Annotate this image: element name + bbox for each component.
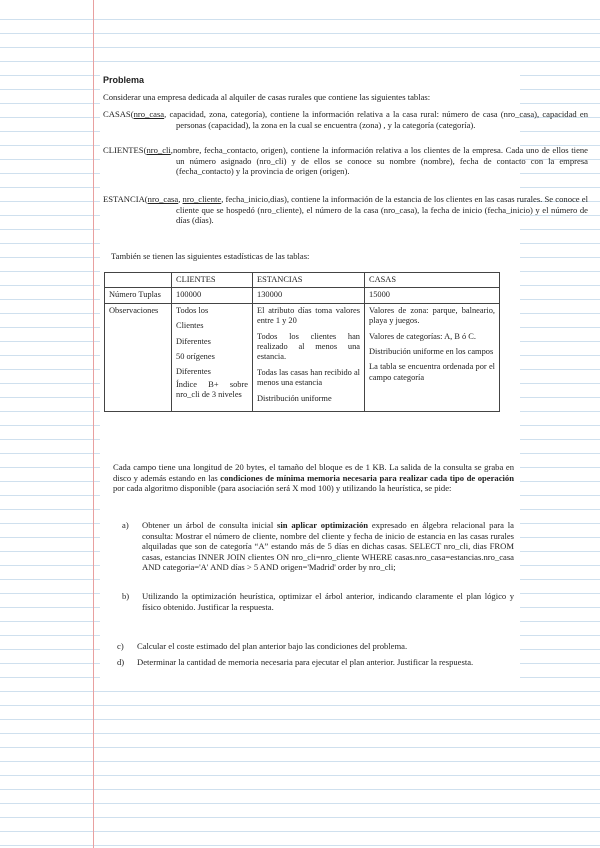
obs-line: Diferentes bbox=[176, 367, 211, 377]
primary-key: nro_casa bbox=[133, 109, 165, 119]
obs-line: Diferentes bbox=[176, 336, 211, 346]
casas-observations bbox=[365, 303, 500, 411]
document-page bbox=[103, 0, 588, 848]
table-name: ESTANCIA( bbox=[103, 194, 148, 204]
table-description: , capacidad, zona, categoría), contiene la información relativa a la casa rural: número de casa (nro_casa), capacidad en personas (capacidad), la zona en la cual se encuentra (zona) , y la categoría (categoría). bbox=[164, 109, 588, 130]
obs-line: Todos los clientes han realizado al menos una estancia. bbox=[257, 331, 360, 362]
obs-line: 50 orígenes bbox=[176, 352, 215, 362]
intro-text: Considerar una empresa dedicada al alquiler de casas rurales que contiene las siguientes tablas: bbox=[103, 92, 431, 102]
question-b bbox=[122, 591, 514, 612]
obs-line: Todos los bbox=[176, 305, 209, 315]
row-label: Observaciones bbox=[105, 303, 172, 411]
table-header-row bbox=[105, 273, 500, 288]
question-c bbox=[117, 641, 514, 652]
obs-line: Distribución uniforme en los campos bbox=[369, 347, 494, 357]
header-cell: CASAS bbox=[365, 273, 500, 288]
text-run: por cada algoritmo disponible (para asociación será X mod 100) y utilizando la heurística, se pide: bbox=[113, 483, 452, 494]
header-cell: CLIENTES bbox=[172, 273, 253, 288]
table-def-estancia bbox=[103, 194, 588, 226]
item-label: a) bbox=[122, 520, 129, 530]
table-name: CLIENTES( bbox=[103, 145, 147, 155]
item-label: d) bbox=[117, 657, 125, 667]
item-label: b) bbox=[122, 591, 130, 601]
clientes-observations bbox=[172, 303, 253, 411]
estancias-observations bbox=[253, 303, 365, 411]
question-a bbox=[122, 520, 514, 573]
problem-title: Problema bbox=[103, 75, 145, 85]
table-description: , fecha_inicio,dias), contiene la información de la estancia de los clientes en las casas rurales. Se conoce el cliente que se hospedó (nro_cliente), el número de la casa (nro_casa), la fecha de inicio (fecha_inicio) y el número de días (días). bbox=[176, 194, 588, 226]
obs-line: Clientes bbox=[176, 321, 204, 331]
row-label: Número Tuplas bbox=[105, 288, 172, 303]
table-row bbox=[105, 303, 500, 411]
conditions-paragraph bbox=[113, 462, 514, 494]
header-cell: ESTANCIAS bbox=[253, 273, 365, 288]
obs-line: Todas las casas han recibido al menos una estancia bbox=[257, 367, 360, 388]
item-label: c) bbox=[117, 641, 124, 651]
table-def-clientes bbox=[103, 145, 588, 177]
question-d bbox=[117, 657, 514, 668]
text-run: Obtener un árbol de consulta inicial bbox=[142, 520, 278, 530]
bold-run: sin aplicar optimización bbox=[277, 520, 369, 530]
table-cell: 130000 bbox=[253, 288, 365, 303]
obs-line: La tabla se encuentra ordenada por el campo categoría bbox=[369, 362, 495, 382]
item-body: Utilizando la optimización heurística, optimizar el árbol anterior, indicando claramente el plan lógico y físico obtenido. Justificar la respuesta. bbox=[142, 591, 514, 612]
obs-line: Valores de zona: parque, balneario, playa y juegos. bbox=[369, 305, 495, 326]
primary-key: nro_cli bbox=[146, 145, 171, 155]
primary-key: nro_casa bbox=[147, 194, 179, 204]
obs-line: Valores de categorías: A, B ó C. bbox=[369, 331, 476, 341]
notebook-margin-line bbox=[93, 0, 94, 848]
table-cell: 100000 bbox=[172, 288, 253, 303]
obs-line: El atributo días toma valores entre 1 y 20 bbox=[257, 305, 360, 326]
item-body: Calcular el coste estimado del plan anterior bajo las condiciones del problema. bbox=[137, 641, 408, 651]
table-description: ,nombre, fecha_contacto, origen), contiene la información relativa a los clientes de la empresa. Cada uno de ellos tiene un número asignado (nro_cli) y de ellos se conoce su nombre (nombre), fecha de contacto con la empresa (fecha_contacto) y la provincia de origen (origen). bbox=[170, 145, 588, 177]
separator: , bbox=[178, 194, 183, 204]
table-row bbox=[105, 288, 500, 303]
table-def-casas bbox=[103, 109, 588, 130]
text-run: Cada campo tiene una longitud de 20 bytes, el tamaño del bloque es de 1 KB. La salida de la consulta se graba en disco y además estando en las bbox=[113, 462, 514, 483]
header-cell bbox=[105, 273, 172, 288]
item-body: Determinar la cantidad de memoria necesaria para ejecutar el plan anterior. Justificar la respuesta. bbox=[137, 657, 474, 667]
statistics-table bbox=[104, 272, 500, 412]
stats-intro: También se tienen las siguientes estadísticas de las tablas: bbox=[111, 251, 310, 261]
item-body bbox=[142, 520, 514, 573]
text-run: expresado en álgebra relacional para la consulta: Mostrar el número de cliente, nombre del cliente y fecha de inicio de estancia en las casas rurales alquiladas que son de categoría “A” estando más de 5 días en dichas casas. SELECT nro_cli, dias FROM casas, estancias INNER JOIN clientes ON nro_cli=nro_cliente WHERE casas.nro_casa=estancias.nro_casa AND categoria='A' AND días > 5 AND origen='Madrid' order by nro_cli; bbox=[142, 520, 514, 573]
bold-run: condiciones de mínima memoria necesaria para realizar cada tipo de operación bbox=[220, 472, 514, 483]
primary-key: nro_cliente bbox=[182, 194, 222, 204]
obs-line: Índice B+ sobre nro_cli de 3 niveles bbox=[176, 379, 248, 400]
obs-line: Distribución uniforme bbox=[257, 393, 332, 403]
table-cell: 15000 bbox=[365, 288, 500, 303]
table-name: CASAS( bbox=[103, 109, 134, 119]
